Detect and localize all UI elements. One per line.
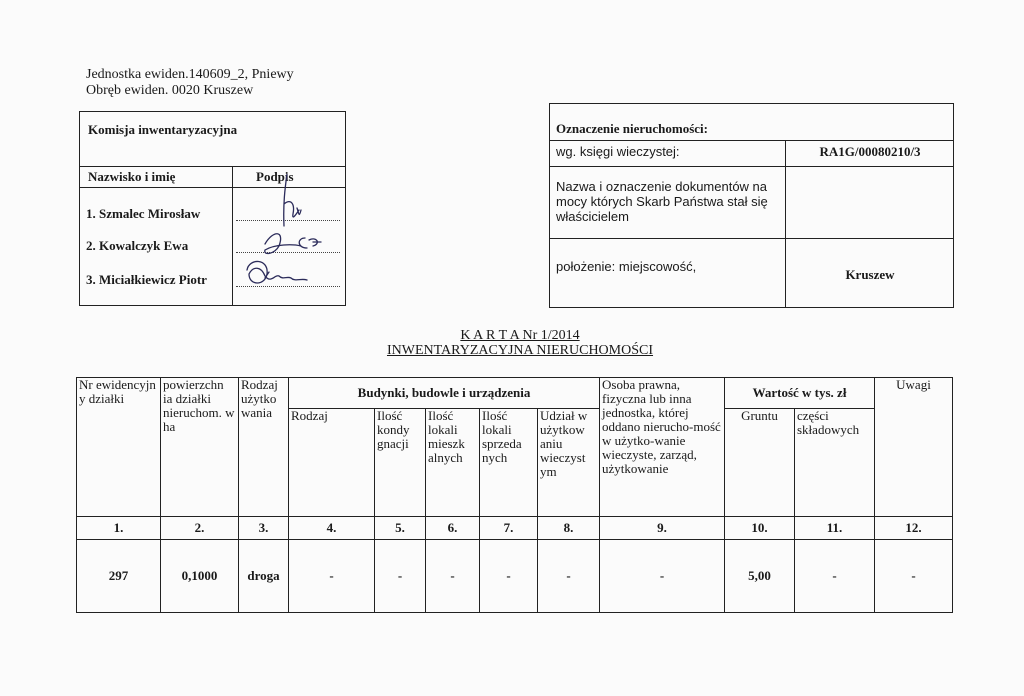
commission-title: Komisja inwentaryzacyjna	[88, 122, 238, 137]
header-entity: Osoba prawna, fizyczna lub inna jednostka, której oddano nierucho-mość w użytko-wanie wieczyste, zarząd, użytkowanie	[600, 378, 725, 517]
header-components-value: części składowych	[795, 409, 875, 517]
unit-line: Jednostka ewiden.140609_2, Pniewy	[86, 67, 294, 82]
inventory-table	[76, 377, 953, 613]
handwritten-signatures	[235, 174, 343, 296]
header-buildings: Budynki, budowle i urządzenia	[289, 378, 600, 409]
column-number: 4.	[289, 517, 375, 540]
member-1: 1. Szmalec Mirosław	[86, 206, 201, 221]
commission-box	[79, 111, 346, 306]
header-building-type: Rodzaj	[289, 409, 375, 517]
header-area: powierzchn ia działki nieruchom. w ha	[161, 378, 239, 517]
location-label: położenie: miejscowość,	[556, 259, 697, 274]
header-land-use: Rodzaj użytko wania	[239, 378, 289, 517]
precinct-line: Obręb ewiden. 0020 Kruszew	[86, 83, 254, 98]
cell-remarks: -	[875, 540, 953, 613]
divider	[550, 140, 953, 141]
card-subtitle: INWENTARYZACYJNA NIERUCHOMOŚCI	[386, 343, 654, 358]
header-storeys: Ilość kondy gnacji	[375, 409, 426, 517]
column-number: 11.	[795, 517, 875, 540]
column-number: 7.	[480, 517, 538, 540]
divider	[550, 238, 953, 239]
header-residential-units: Ilość lokali mieszk alnych	[426, 409, 480, 517]
column-number: 10.	[725, 517, 795, 540]
land-register-number: RA1G/00080210/3	[819, 144, 921, 159]
column-number-row	[77, 517, 953, 540]
column-number: 3.	[239, 517, 289, 540]
signature-column-header: Podpis	[256, 169, 294, 184]
member-2: 2. Kowalczyk Ewa	[86, 238, 189, 253]
column-number: 5.	[375, 517, 426, 540]
column-number: 1.	[77, 517, 161, 540]
cell-land-value: 5,00	[725, 540, 795, 613]
cell-parcel-number: 297	[77, 540, 161, 613]
cell-land-use: droga	[239, 540, 289, 613]
cell-components-value: -	[795, 540, 875, 613]
divider	[80, 166, 345, 167]
header-share: Udział w użytkow aniu wieczyst ym	[538, 409, 600, 517]
member-3: 3. Miciałkiewicz Piotr	[86, 272, 207, 287]
header-remarks: Uwagi	[875, 378, 953, 517]
name-column-header: Nazwisko i imię	[88, 169, 176, 184]
ownership-documents-label: Nazwa i oznaczenie dokumentów na mocy których Skarb Państwa stał się właścicielem	[556, 179, 768, 224]
header-parcel-number: Nr ewidencyjn y działki	[77, 378, 161, 517]
column-number: 2.	[161, 517, 239, 540]
cell-storeys: -	[375, 540, 426, 613]
cell-share: -	[538, 540, 600, 613]
divider	[232, 166, 233, 305]
property-title: Oznaczenie nieruchomości:	[556, 121, 708, 136]
column-number: 12.	[875, 517, 953, 540]
header-land-value: Gruntu	[725, 409, 795, 517]
card-title: K A R T A Nr 1/2014	[460, 328, 580, 343]
table-row	[77, 540, 953, 613]
cell-sold-units: -	[480, 540, 538, 613]
cell-building-type: -	[289, 540, 375, 613]
property-designation-box	[549, 103, 954, 308]
column-number: 6.	[426, 517, 480, 540]
cell-entity: -	[600, 540, 725, 613]
cell-residential-units: -	[426, 540, 480, 613]
divider	[550, 166, 953, 167]
column-number: 8.	[538, 517, 600, 540]
column-number: 9.	[600, 517, 725, 540]
land-register-label: wg. księgi wieczystej:	[556, 144, 680, 159]
header-sold-units: Ilość lokali sprzeda nych	[480, 409, 538, 517]
location-value: Kruszew	[845, 267, 895, 282]
cell-area: 0,1000	[161, 540, 239, 613]
header-value: Wartość w tys. zł	[725, 378, 875, 409]
